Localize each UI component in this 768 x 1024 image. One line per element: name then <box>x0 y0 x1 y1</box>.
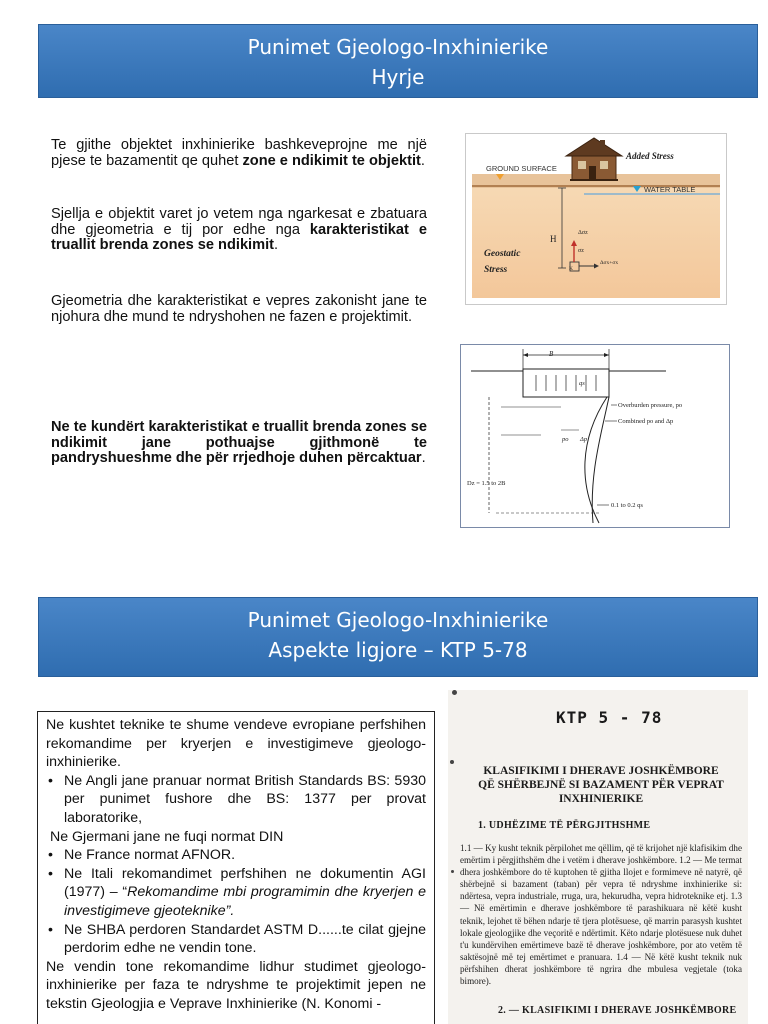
geostatic-label: Geostatic <box>484 249 521 259</box>
intro-paragraph: Ne kushtet teknike te shume vendeve evropiane perfshihen rekomandime per kryerjen e investigimeve gjeologo-inxhinierike. <box>46 717 426 771</box>
geostatic-stress-figure <box>465 133 727 305</box>
section-1-heading: 1. UDHËZIME TË PËRGJITHSHME <box>478 820 651 831</box>
depth-range-label: Dz = 1.5 to 2B <box>467 480 506 487</box>
delta-sigma-x-label: Δσx+σx <box>600 260 619 266</box>
section-2-heading: 2. — KLASIFIKIMI I DHERAVE JOSHKËMBORE <box>498 1005 737 1016</box>
paragraph-object-behavior: Sjellja e objektit varet jo vetem nga ngarkesat e zbatuara dhe gjeometria e tij por edhe nga karakteristikat e truallit brenda zones se ndikimit. <box>51 206 427 253</box>
element-label: K <box>569 266 573 272</box>
combined-label: Combined po and Δp <box>618 418 674 425</box>
ktp-document-scan <box>448 690 748 1024</box>
document-code: KTP 5 - 78 <box>556 708 663 727</box>
scan-speck <box>452 690 457 695</box>
scan-speck <box>451 870 454 873</box>
footing-pressure-figure <box>460 344 730 528</box>
legal-aspects-textbox <box>37 711 435 1024</box>
document-title: KLASIFIKIMI I DHERAVE JOSHKËMBORE QË SHËRBEJNË SI BAZAMENT PËR VEPRAT INXHINIERIKE <box>478 765 724 805</box>
paragraph-zone-of-influence: Te gjithe objektet inxhinierike bashkeveprojne me një pjese te bazamentit qe quhet zone e ndikimit te objektit. <box>51 137 427 169</box>
paragraph-soil-characteristics: Ne te kundërt karakteristikat e truallit brenda zones se ndikimit jane pothuajse gjithmonë te pandryshueshme dhe për rrjedhoje duhen përcaktuar. <box>51 419 427 466</box>
slide2-title: Punimet Gjeologo-Inxhinierike <box>247 608 549 632</box>
added-stress-label: Added Stress <box>626 151 674 161</box>
water-table-label: WATER TABLE <box>644 185 696 194</box>
ground-surface-label: GROUND SURFACE <box>486 164 557 173</box>
sigma-z-label: σz <box>578 248 584 254</box>
slide1-subtitle: Hyrje <box>371 65 425 89</box>
stress-range-label: 0.1 to 0.2 qs <box>611 502 643 509</box>
bullet-england: • Ne Angli jane pranuar normat British Standards BS: 5930 per punimet fushore dhe BS: 1377 per provat laboratorike, <box>46 772 426 828</box>
scan-speck <box>450 760 454 764</box>
slide2-subtitle: Aspekte ligjore – KTP 5-78 <box>268 638 528 662</box>
stress-label: Stress <box>484 265 508 275</box>
closing-paragraph: Ne vendin tone rekomandime lidhur studimet gjeologo-inxhinierike per faza te ndryshme te projektimit jepen ne tekstin Gjeologjia e Veprave Inxhinierike (N. Konomi - <box>46 958 426 1012</box>
slide1-header <box>38 24 758 98</box>
depth-label: H <box>550 234 557 244</box>
delta-p-label: Δp <box>580 436 588 443</box>
footing-pressure-diagram <box>461 345 729 527</box>
slide2-header <box>38 597 758 677</box>
slide1-title: Punimet Gjeologo-Inxhinierike <box>247 35 549 59</box>
width-label: B <box>549 350 554 358</box>
geostatic-stress-diagram <box>466 134 726 304</box>
bullet-france: • Ne France normat AFNOR. <box>46 846 426 865</box>
overburden-short-label: po <box>562 436 569 443</box>
paragraph-geometry: Gjeometria dhe karakteristikat e vepres zakonisht jane te njohura dhe mund te ndryshohen ne fazen e projektimit. <box>51 293 427 325</box>
germany-line: Ne Gjermani jane ne fuqi normat DIN <box>46 828 284 845</box>
bullet-usa: • Ne SHBA perdoren Standardet ASTM D......te cilat gjejne perdorim edhe ne vendin tone. <box>46 921 426 958</box>
surcharge-label: qs <box>579 380 585 387</box>
bullet-italy: • Ne Itali rekomandimet perfshihen ne dokumentin AGI (1977) – “Rekomandime mbi programimin dhe kryerjen e investigimeve gjeoteknike”. <box>46 865 426 921</box>
delta-sigma-z-label: Δσz <box>578 230 588 236</box>
house-icon <box>566 138 622 180</box>
overburden-label: Overburden pressure, po <box>618 402 683 409</box>
document-body: 1.1 — Ky kusht teknik përpilohet me qëllim, që të krijohet një klafisikim dhe emërtim i përgjithshëm dhe i vetëm i dherave joshkëmbore. 1.2 — Me termat dhera joshkëmbore do të kuptohen të gjitha llojet e formimeve në natyrë, që shërbejnë si bazament (taban) për vepra të ndryshme inxhinierike si: ndërtesa, vepra industriale, rruga, ura, hekurudha, vepra hidroteknike etj. 1.3 — Në emërtimin e dherave joshkëmbore të parashikuara në këtë kusht teknik, lejohet të bëhen ndarje të tjera plotësuese, që marrin parasysh kushtet lokale gjeologjike dhe veçoritë e ndërtimit. Këto ndarje plotësuese nuk duhet t'u kundërvihen emërtimeve bazë të dherave joshkëmbore, por ato vetëm të saktësojnë më tej emërtimet e pranuara. 1.4 — Në këtë kusht teknik nuk përfshihen dherat joshkëmbore të ngrira dhe mbulesa vegjetale (toka bimore). <box>460 843 742 987</box>
overburden-curve <box>592 397 609 523</box>
soil-body <box>472 186 720 298</box>
